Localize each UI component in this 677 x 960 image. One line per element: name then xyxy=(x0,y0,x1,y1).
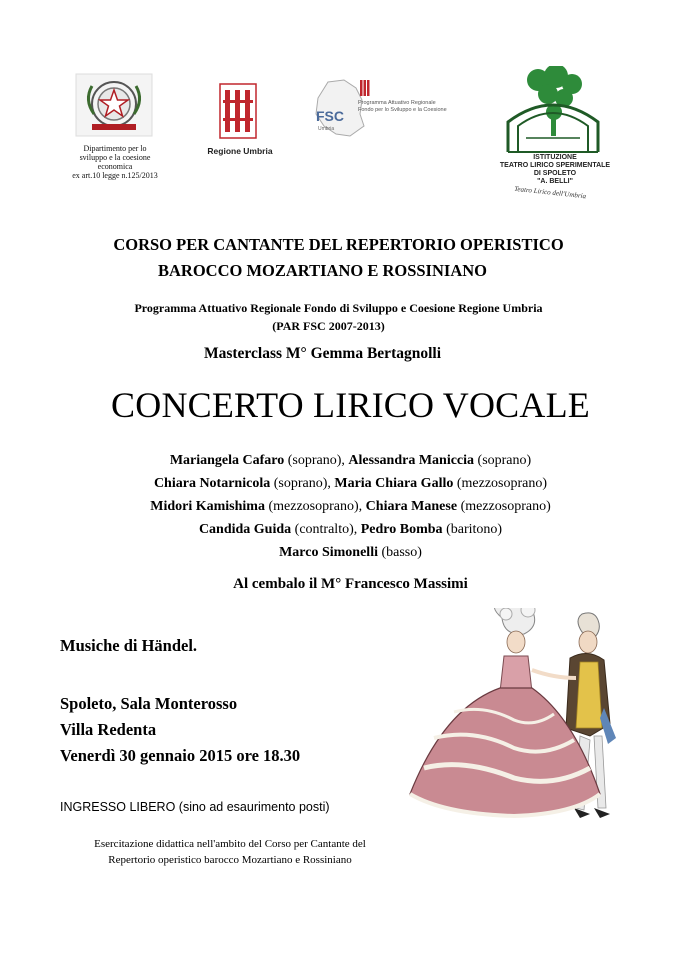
logo-row xyxy=(60,70,640,210)
regione-caption: Regione Umbria xyxy=(207,146,273,156)
footnote-line: Repertorio operistico barocco Mozartiano e Rossiniano xyxy=(108,854,352,866)
concert-title: CONCERTO LIRICO VOCALE xyxy=(111,385,590,425)
performer-name: Mariangela Cafaro xyxy=(169,453,285,468)
performer-row xyxy=(12,449,677,472)
performer-row xyxy=(12,518,677,541)
performer-role: (basso) xyxy=(377,545,422,560)
performer-row xyxy=(12,472,677,495)
fsc-side-text: Umbria xyxy=(318,126,335,132)
subtitle-line: Fondo per lo Sviluppo e la Coesione xyxy=(358,107,447,113)
performer-role: (mezzosoprano) xyxy=(457,499,551,514)
performer-name: Chiara Manese xyxy=(365,499,458,514)
caption-line: TEATRO LIRICO SPERIMENTALE xyxy=(499,162,611,169)
regione-umbria-emblem-icon xyxy=(218,80,258,140)
italian-emblem-icon xyxy=(60,70,170,142)
performer-name: Alessandra Maniccia xyxy=(348,453,475,468)
performer-role: (soprano), xyxy=(270,476,335,491)
music-line: Musiche di Händel. xyxy=(60,636,198,655)
performer-role: (mezzosoprano), xyxy=(264,499,366,514)
footnote-line: Esercitazione didattica nell'ambito del Corso per Cantante del xyxy=(94,838,366,850)
fsc-subtitle xyxy=(358,100,468,114)
venue-line1: Spoleto, Sala Monterosso xyxy=(60,694,238,713)
performer-role: (soprano), xyxy=(284,453,349,468)
caption-line: Dipartimento per lo xyxy=(83,144,147,153)
teatro-lirico-logo xyxy=(490,66,620,206)
fsc-red-mark-icon xyxy=(360,80,370,96)
dipartimento-logo xyxy=(60,70,170,190)
masterclass: Masterclass M° Gemma Bertagnolli xyxy=(203,345,442,362)
subtitle-line: Programma Attuativo Regionale xyxy=(358,100,436,106)
baroque-couple-illustration xyxy=(404,608,634,848)
entry-note: INGRESSO LIBERO (sino ad esaurimento posti) xyxy=(60,800,330,814)
performer-role: (soprano) xyxy=(474,453,532,468)
regione-umbria-logo xyxy=(190,80,290,170)
performer-role: (baritono) xyxy=(442,522,503,537)
performers-list xyxy=(12,449,677,564)
performer-name: Chiara Notarnicola xyxy=(153,476,271,491)
performer-row xyxy=(12,541,677,564)
concert-datetime: Venerdì 30 gennaio 2015 ore 18.30 xyxy=(60,746,301,765)
venue-line2: Villa Redenta xyxy=(60,720,157,739)
teatro-caption xyxy=(490,154,620,186)
caption-line: "A. BELLI" xyxy=(537,178,573,185)
dipartimento-caption xyxy=(50,144,180,180)
performer-role: (contralto), xyxy=(291,522,361,537)
performer-name: Pedro Bomba xyxy=(360,522,443,537)
cembalo-line: Al cembalo il M° Francesco Massimi xyxy=(233,576,468,592)
performer-name: Midori Kamishima xyxy=(150,499,265,514)
footnote xyxy=(40,836,420,868)
teatro-arc-text: Teatro Lirico dell'Umbria xyxy=(513,184,587,201)
teatro-tree-icon xyxy=(498,66,608,156)
course-heading-line1: CORSO PER CANTANTE DEL REPERTORIO OPERISTICO xyxy=(113,235,564,254)
performer-name: Marco Simonelli xyxy=(279,545,378,560)
caption-line: DI SPOLETO xyxy=(533,170,577,177)
performer-row xyxy=(12,495,677,518)
course-heading-line2: BAROCCO MOZARTIANO E ROSSINIANO xyxy=(157,261,487,280)
fsc-logo xyxy=(310,78,460,158)
programme-line1: Programma Attuativo Regionale Fondo di Sviluppo e Coesione Regione Umbria xyxy=(134,301,543,315)
caption-line: sviluppo e la coesione xyxy=(79,153,151,162)
programme-line2: (PAR FSC 2007-2013) xyxy=(272,319,385,333)
fsc-mark: FSC xyxy=(316,108,344,124)
caption-line: ISTITUZIONE xyxy=(533,154,577,161)
performer-role: (mezzosoprano) xyxy=(453,476,548,491)
caption-line: economica xyxy=(97,162,133,171)
performer-name: Candida Guida xyxy=(198,522,292,537)
performer-name: Maria Chiara Gallo xyxy=(334,476,454,491)
caption-line: ex art.10 legge n.125/2013 xyxy=(72,171,158,180)
